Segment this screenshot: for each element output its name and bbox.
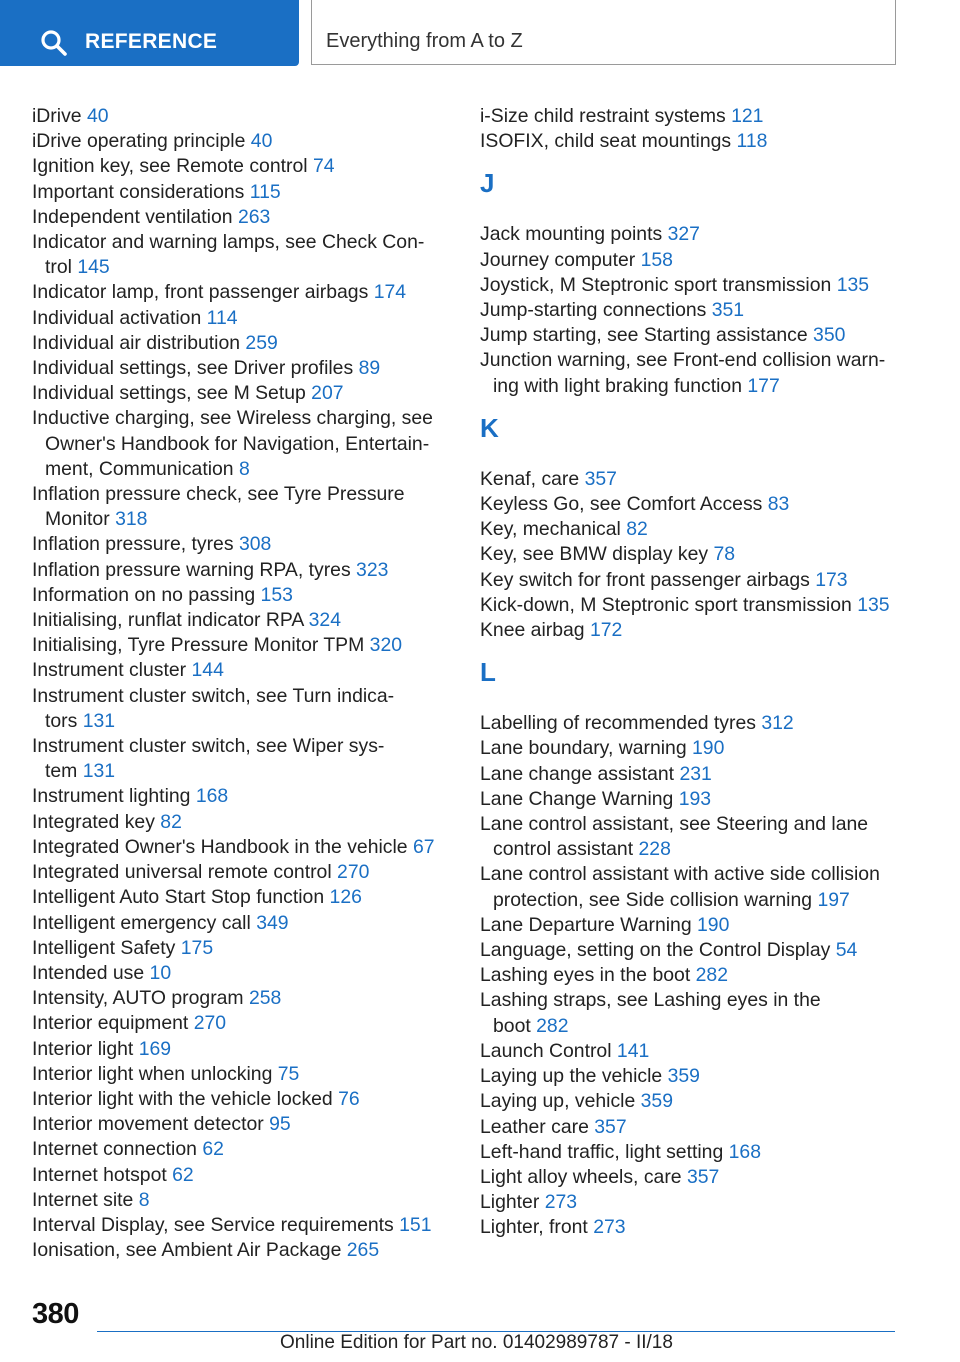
index-entry bbox=[480, 1089, 925, 1114]
page-link[interactable]: 62 bbox=[202, 1138, 224, 1161]
page-link[interactable]: 168 bbox=[728, 1140, 761, 1163]
index-entry-text: Knee airbag bbox=[480, 619, 585, 642]
index-entry-text: Initialising, Tyre Pressure Monitor TPM bbox=[32, 634, 365, 657]
index-entry-text: Integrated universal remote control bbox=[32, 861, 332, 884]
index-entry bbox=[480, 1190, 925, 1215]
index-entry bbox=[32, 280, 442, 305]
page-link[interactable]: 177 bbox=[747, 374, 780, 397]
index-entry-continuation: tem bbox=[45, 760, 78, 783]
index-entry bbox=[480, 812, 925, 862]
page-link[interactable]: 158 bbox=[640, 248, 673, 271]
page-link[interactable]: 359 bbox=[667, 1065, 700, 1088]
index-entry-continuation: boot bbox=[493, 1014, 531, 1037]
page-link[interactable]: 82 bbox=[160, 810, 182, 833]
index-entry bbox=[32, 734, 442, 784]
page-link[interactable]: 282 bbox=[695, 964, 728, 987]
page-link[interactable]: 131 bbox=[82, 709, 116, 732]
index-entry-text: Jump-starting connections bbox=[480, 299, 707, 322]
page-link[interactable]: 62 bbox=[172, 1163, 194, 1186]
page-link[interactable]: 151 bbox=[399, 1213, 432, 1236]
page-link[interactable]: 357 bbox=[686, 1165, 720, 1188]
index-entry-text: Interior light bbox=[32, 1037, 134, 1060]
page-link[interactable]: 8 bbox=[138, 1188, 150, 1211]
section-title: Everything from A to Z bbox=[326, 30, 523, 52]
page-link[interactable]: 168 bbox=[195, 785, 229, 808]
index-entry-text: Key switch for front passenger airbags bbox=[480, 568, 810, 591]
index-entry bbox=[32, 356, 442, 381]
index-entry-text: Lighter bbox=[480, 1191, 540, 1214]
index-entry bbox=[480, 913, 925, 938]
index-entry bbox=[32, 1238, 442, 1263]
index-entry-continuation: control assistant bbox=[493, 838, 634, 861]
index-entry-text: Journey computer bbox=[480, 248, 636, 271]
index-entry bbox=[32, 532, 442, 557]
page-link[interactable]: 357 bbox=[584, 467, 617, 490]
page-link[interactable]: 114 bbox=[206, 306, 238, 329]
index-entry bbox=[480, 1140, 925, 1165]
page-link[interactable]: 193 bbox=[678, 787, 712, 810]
page-link[interactable]: 327 bbox=[667, 223, 700, 246]
page-link[interactable]: 273 bbox=[593, 1216, 626, 1239]
index-entry-text: Lane control assistant, see Steering and lane bbox=[480, 813, 869, 836]
index-entry bbox=[480, 104, 925, 129]
index-entry bbox=[32, 784, 442, 809]
index-entry bbox=[480, 298, 925, 323]
index-entry-text: Important considerations bbox=[32, 180, 245, 203]
index-entry bbox=[32, 381, 442, 406]
index-entry-text: Individual activation bbox=[32, 306, 202, 329]
index-entry bbox=[32, 180, 442, 205]
index-entry bbox=[32, 936, 442, 961]
index-entry-text: Junction warning, see Front-end collision warn- bbox=[480, 349, 886, 372]
index-entry bbox=[480, 938, 925, 963]
index-entry bbox=[32, 482, 442, 532]
index-entry bbox=[32, 1213, 442, 1238]
section-title-tab bbox=[311, 0, 896, 65]
index-entry bbox=[32, 911, 442, 936]
index-entry-text: Light alloy wheels, care bbox=[480, 1165, 682, 1188]
index-entry-text: Integrated key bbox=[32, 810, 155, 833]
index-entry-text: Ionisation, see Ambient Air Package bbox=[32, 1239, 342, 1262]
page-link[interactable]: 282 bbox=[536, 1014, 569, 1037]
index-entry bbox=[32, 154, 442, 179]
page-link[interactable]: 173 bbox=[815, 568, 848, 591]
page-link[interactable]: 312 bbox=[761, 712, 794, 735]
page-link[interactable]: 82 bbox=[626, 518, 648, 541]
index-entry bbox=[32, 1112, 442, 1137]
index-entry bbox=[480, 1064, 925, 1089]
edition-info: Online Edition for Part no. 01402989787 - II/18 bbox=[280, 1332, 673, 1353]
index-entry-text: Joystick, M Steptronic sport transmission bbox=[480, 273, 832, 296]
index-entry-text: Instrument cluster bbox=[32, 659, 187, 682]
index-letter-heading: L bbox=[480, 657, 496, 688]
index-entry bbox=[480, 323, 925, 348]
page-link[interactable]: 83 bbox=[767, 493, 790, 516]
page-link[interactable]: 78 bbox=[713, 543, 736, 566]
index-entry bbox=[480, 862, 925, 912]
index-entry bbox=[32, 1137, 442, 1162]
index-entry bbox=[32, 658, 442, 683]
page-link[interactable]: 135 bbox=[857, 593, 890, 616]
index-entry-text: Internet site bbox=[32, 1188, 134, 1211]
reference-tab[interactable] bbox=[0, 0, 299, 66]
page-link[interactable]: 145 bbox=[77, 256, 110, 279]
page-link[interactable]: 318 bbox=[115, 508, 148, 531]
index-entry bbox=[480, 542, 925, 567]
index-entry-text: Intended use bbox=[32, 961, 145, 984]
index-entry-text: Individual settings, see Driver profiles bbox=[32, 357, 354, 380]
index-entry bbox=[32, 1011, 442, 1036]
page-link[interactable]: 270 bbox=[337, 861, 370, 884]
index-entry-text: Individual settings, see M Setup bbox=[32, 382, 306, 405]
page-link[interactable]: 54 bbox=[835, 939, 858, 962]
index-entry bbox=[32, 1163, 442, 1188]
page-link[interactable]: 207 bbox=[311, 382, 344, 405]
index-entry-text: Instrument cluster switch, see Turn indica- bbox=[32, 684, 395, 707]
index-entry-text: Inflation pressure check, see Tyre Pressure bbox=[32, 483, 405, 506]
index-entry-text: Lane control assistant with active side collision bbox=[480, 863, 880, 886]
page-link[interactable]: 197 bbox=[817, 888, 850, 911]
index-entry-continuation: trol bbox=[45, 256, 72, 279]
index-entry bbox=[480, 1115, 925, 1140]
page-link[interactable]: 135 bbox=[836, 273, 870, 296]
index-entry-text: ISOFIX, child seat mountings bbox=[480, 130, 732, 153]
index-letter-heading: K bbox=[480, 412, 499, 443]
index-entry bbox=[32, 406, 442, 482]
index-entry bbox=[480, 222, 925, 247]
page-link[interactable]: 174 bbox=[373, 281, 407, 304]
index-entry-text: Left-hand traffic, light setting bbox=[480, 1140, 724, 1163]
index-entry-text: Indicator lamp, front passenger airbags bbox=[32, 281, 369, 304]
index-entry-text: Kenaf, care bbox=[480, 467, 580, 490]
index-entry-text: Lane Departure Warning bbox=[480, 913, 692, 936]
index-entry-text: Interior movement detector bbox=[32, 1113, 264, 1136]
page-link[interactable]: 351 bbox=[711, 299, 745, 322]
index-entry-text: Leather care bbox=[480, 1115, 589, 1138]
index-entry bbox=[32, 230, 442, 280]
index-entry bbox=[32, 129, 442, 154]
index-entry bbox=[480, 129, 925, 154]
index-entry bbox=[480, 963, 925, 988]
index-entry-text: Interior light when unlocking bbox=[32, 1062, 273, 1085]
index-entry bbox=[480, 517, 925, 542]
index-entry bbox=[32, 306, 442, 331]
page-link[interactable]: 265 bbox=[346, 1239, 380, 1262]
index-entry-text: i-Size child restraint systems bbox=[480, 105, 726, 127]
index-entry-text: Ignition key, see Remote control bbox=[32, 155, 308, 178]
index-entry bbox=[480, 618, 925, 643]
index-entry bbox=[32, 205, 442, 230]
page-link[interactable]: 324 bbox=[308, 609, 341, 632]
index-entry bbox=[32, 1087, 442, 1112]
page-link[interactable]: 228 bbox=[638, 838, 671, 861]
page-link[interactable]: 273 bbox=[544, 1191, 578, 1214]
index-entry-text: Lashing straps, see Lashing eyes in the bbox=[480, 989, 821, 1012]
page-link[interactable]: 8 bbox=[239, 457, 250, 480]
page-link[interactable]: 323 bbox=[356, 558, 389, 581]
index-entry bbox=[480, 736, 925, 761]
index-entry bbox=[32, 885, 442, 910]
index-entry-continuation: protection, see Side collision warning bbox=[493, 888, 813, 911]
index-entry bbox=[480, 273, 925, 298]
page-link[interactable]: 153 bbox=[260, 583, 293, 606]
index-letter-heading: J bbox=[480, 168, 495, 199]
index-entry bbox=[32, 331, 442, 356]
index-entry bbox=[480, 988, 925, 1038]
page-link[interactable]: 74 bbox=[312, 155, 335, 178]
page-link[interactable]: 349 bbox=[256, 911, 289, 934]
index-entry-text: Internet hotspot bbox=[32, 1163, 167, 1186]
page-link[interactable]: 115 bbox=[249, 180, 281, 203]
page-number: 380 bbox=[32, 1298, 79, 1330]
index-entry-text: Labelling of recommended tyres bbox=[480, 712, 756, 735]
index-entry bbox=[32, 1037, 442, 1062]
index-entry bbox=[32, 810, 442, 835]
page-link[interactable]: 89 bbox=[358, 357, 381, 380]
page-link[interactable]: 359 bbox=[640, 1090, 673, 1113]
index-entry bbox=[32, 558, 442, 583]
page-link[interactable]: 258 bbox=[248, 987, 282, 1010]
page-link[interactable]: 95 bbox=[269, 1113, 291, 1136]
index-entry-continuation: ment, Communication bbox=[45, 457, 234, 480]
index-entry-text: Initialising, runflat indicator RPA bbox=[32, 609, 304, 632]
index-entry bbox=[32, 104, 442, 129]
index-entry-text: Keyless Go, see Comfort Access bbox=[480, 493, 763, 516]
page-link[interactable]: 320 bbox=[369, 634, 403, 657]
index-entry-text: Language, setting on the Control Display bbox=[480, 939, 831, 962]
index-entry-text: Lane Change Warning bbox=[480, 787, 674, 810]
index-entry-text: Interior light with the vehicle locked bbox=[32, 1087, 333, 1110]
page-link[interactable]: 263 bbox=[237, 205, 271, 228]
index-entry-text: iDrive operating principle bbox=[32, 130, 246, 153]
index-entry bbox=[480, 1215, 925, 1240]
index-entry-text: Jack mounting points bbox=[480, 223, 663, 246]
index-entry-text: Individual air distribution bbox=[32, 331, 241, 354]
index-entry bbox=[480, 248, 925, 273]
index-entry bbox=[32, 608, 442, 633]
index-entry-text: Information on no passing bbox=[32, 583, 256, 606]
index-entry-text: Interval Display, see Service requirements bbox=[32, 1213, 394, 1236]
index-entry bbox=[480, 593, 925, 618]
index-entry-text: Inductive charging, see Wireless charging, see bbox=[32, 407, 433, 430]
index-entry-continuation: Owner's Handbook for Navigation, Entertain- bbox=[45, 432, 430, 455]
index-entry bbox=[32, 583, 442, 608]
index-entry bbox=[32, 835, 442, 860]
index-entry-text: Laying up the vehicle bbox=[480, 1065, 663, 1088]
index-entry-text: Intelligent emergency call bbox=[32, 911, 251, 934]
index-entry bbox=[32, 961, 442, 986]
page-header bbox=[0, 0, 960, 66]
index-entry-text: Intelligent Auto Start Stop function bbox=[32, 886, 325, 909]
index-entry-text: Instrument lighting bbox=[32, 785, 191, 808]
page-link[interactable]: 231 bbox=[679, 762, 712, 785]
index-column-left bbox=[32, 104, 442, 1263]
index-entry-text: Indicator and warning lamps, see Check Con- bbox=[32, 231, 425, 254]
page-link[interactable]: 270 bbox=[193, 1012, 227, 1035]
index-entry bbox=[480, 467, 925, 492]
page-link[interactable]: 121 bbox=[731, 105, 764, 127]
index-entry-text: Inflation pressure warning RPA, tyres bbox=[32, 558, 351, 581]
index-entry bbox=[32, 986, 442, 1011]
page-link[interactable]: 40 bbox=[250, 130, 273, 153]
reference-tab-label: REFERENCE bbox=[85, 30, 218, 53]
index-entry bbox=[480, 348, 925, 398]
page-link[interactable]: 172 bbox=[589, 619, 623, 642]
page-link[interactable]: 126 bbox=[329, 886, 362, 909]
page-link[interactable]: 40 bbox=[86, 105, 109, 127]
index-entry-text: Jump starting, see Starting assistance bbox=[480, 324, 808, 347]
index-entry-text: Laying up, vehicle bbox=[480, 1090, 636, 1113]
index-entry bbox=[480, 1165, 925, 1190]
index-entry bbox=[480, 711, 925, 736]
index-entry bbox=[32, 633, 442, 658]
search-icon bbox=[40, 29, 68, 57]
page-link[interactable]: 190 bbox=[697, 913, 730, 936]
index-entry-text: Instrument cluster switch, see Wiper sys- bbox=[32, 735, 385, 758]
page-link[interactable]: 357 bbox=[594, 1115, 627, 1138]
index-entry bbox=[32, 684, 442, 734]
index-entry-continuation: ing with light braking function bbox=[493, 374, 742, 397]
page-link[interactable]: 75 bbox=[277, 1062, 300, 1085]
page-link[interactable]: 190 bbox=[692, 737, 725, 760]
index-entry bbox=[480, 492, 925, 517]
page-link[interactable]: 141 bbox=[616, 1039, 650, 1062]
index-entry-text: Intensity, AUTO program bbox=[32, 987, 244, 1010]
index-entry bbox=[480, 568, 925, 593]
page-link[interactable]: 308 bbox=[238, 533, 272, 556]
index-entry-text: Interior equipment bbox=[32, 1012, 189, 1035]
index-entry-text: Lane boundary, warning bbox=[480, 737, 687, 760]
page-link[interactable]: 10 bbox=[149, 961, 172, 984]
index-entry-text: Kick-down, M Steptronic sport transmission bbox=[480, 593, 852, 616]
page-link[interactable]: 169 bbox=[138, 1037, 172, 1060]
index-entry-text: Inflation pressure, tyres bbox=[32, 533, 234, 556]
index-entry-text: Independent ventilation bbox=[32, 205, 233, 228]
index-entry-text: Key, see BMW display key bbox=[480, 543, 709, 566]
index-entry bbox=[32, 1062, 442, 1087]
page-link[interactable]: 67 bbox=[412, 835, 435, 858]
index-entry bbox=[32, 860, 442, 885]
page-link[interactable]: 131 bbox=[82, 760, 116, 783]
index-entry-continuation: tors bbox=[45, 709, 78, 732]
page-link[interactable]: 144 bbox=[191, 659, 224, 682]
page-link[interactable]: 259 bbox=[245, 331, 278, 354]
index-entry-text: Intelligent Safety bbox=[32, 936, 176, 959]
page-link[interactable]: 175 bbox=[180, 936, 214, 959]
index-entry bbox=[480, 1039, 925, 1064]
index-entry-text: Internet connection bbox=[32, 1138, 197, 1161]
index-entry bbox=[480, 762, 925, 787]
index-column-right bbox=[480, 104, 925, 1241]
index-entry-text: Lane change assistant bbox=[480, 762, 675, 785]
page-link[interactable]: 76 bbox=[338, 1087, 360, 1110]
index-entry bbox=[480, 787, 925, 812]
index-entry-continuation: Monitor bbox=[45, 508, 110, 531]
page-link[interactable]: 118 bbox=[736, 130, 768, 153]
index-entry-text: iDrive bbox=[32, 105, 82, 127]
index-entry-text: Key, mechanical bbox=[480, 518, 621, 541]
index-entry-text: Launch Control bbox=[480, 1039, 612, 1062]
index-entry bbox=[32, 1188, 442, 1213]
index-entry-text: Lighter, front bbox=[480, 1216, 588, 1239]
index-entry-text: Integrated Owner's Handbook in the vehicle bbox=[32, 835, 408, 858]
page-link[interactable]: 350 bbox=[813, 324, 846, 347]
index-entry-text: Lashing eyes in the boot bbox=[480, 964, 691, 987]
